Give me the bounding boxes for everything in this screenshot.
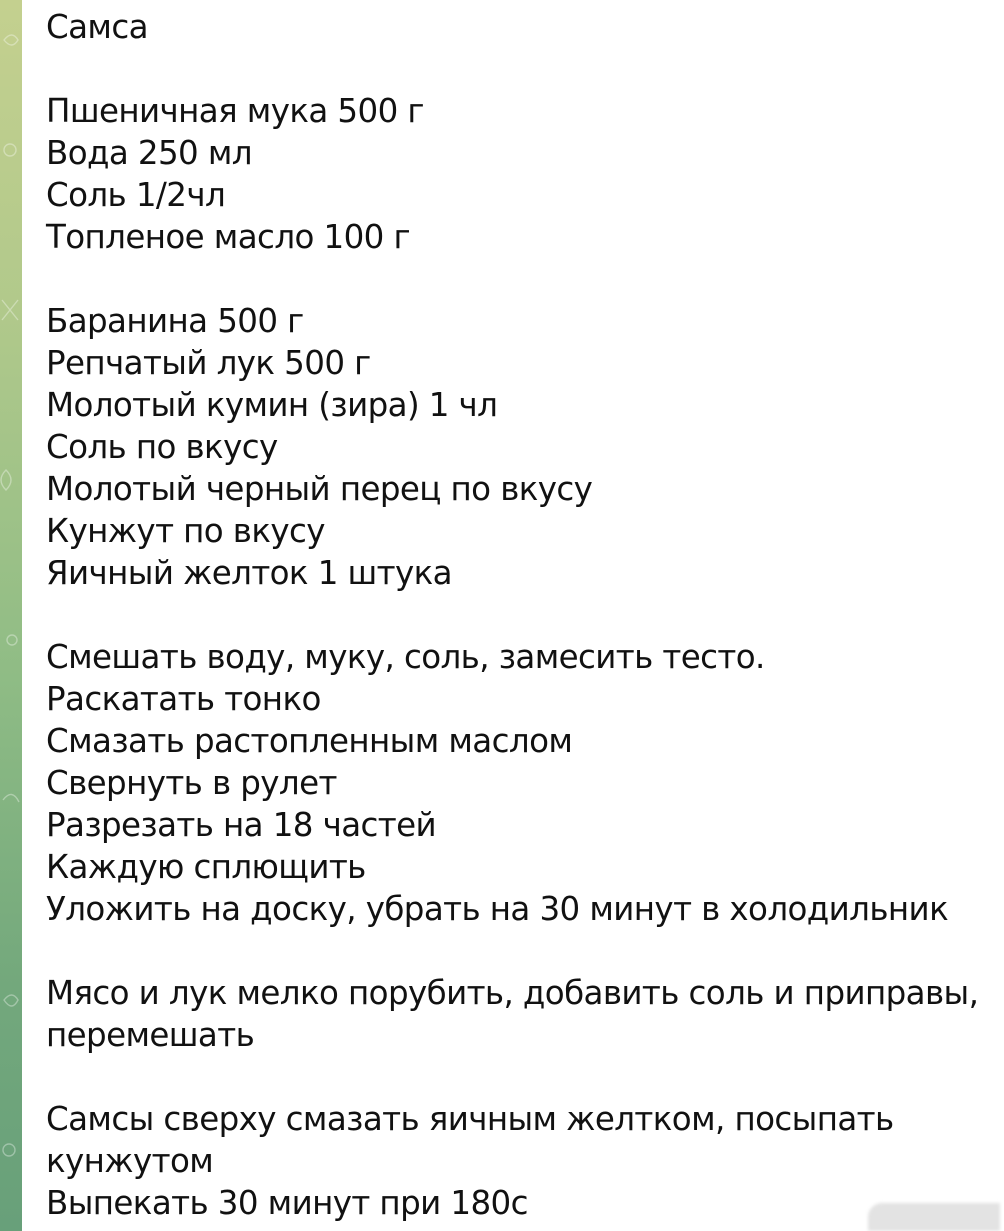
message-time-badge bbox=[868, 1203, 1000, 1231]
message-text: Самса Пшеничная мука 500 г Вода 250 мл Соль 1/2чл Топленое масло 100 г Баранина 500 г Репчатый лук 500 г Молотый кумин (зира) 1 чл Соль по вкусу Молотый черный перец по вкусу Кунжут по вкусу Яичный желток 1 штука Смешать воду, муку, соль, замесить тесто. Раскатать тонко Смазать растопленным маслом Свернуть в рулет Разрезать на 18 частей Каждую сплющить Уложить на доску, убрать на 30 минут в холодильник Мясо и лук мелко порубить, добавить соль и приправы, перемешать Самсы сверху смазать яичным желтком, посыпать кунжутом Выпекать 30 минут при 180с bbox=[46, 8, 979, 1222]
wallpaper-doodle-icons bbox=[0, 0, 22, 1231]
message-bubble[interactable] bbox=[22, 0, 1004, 1231]
